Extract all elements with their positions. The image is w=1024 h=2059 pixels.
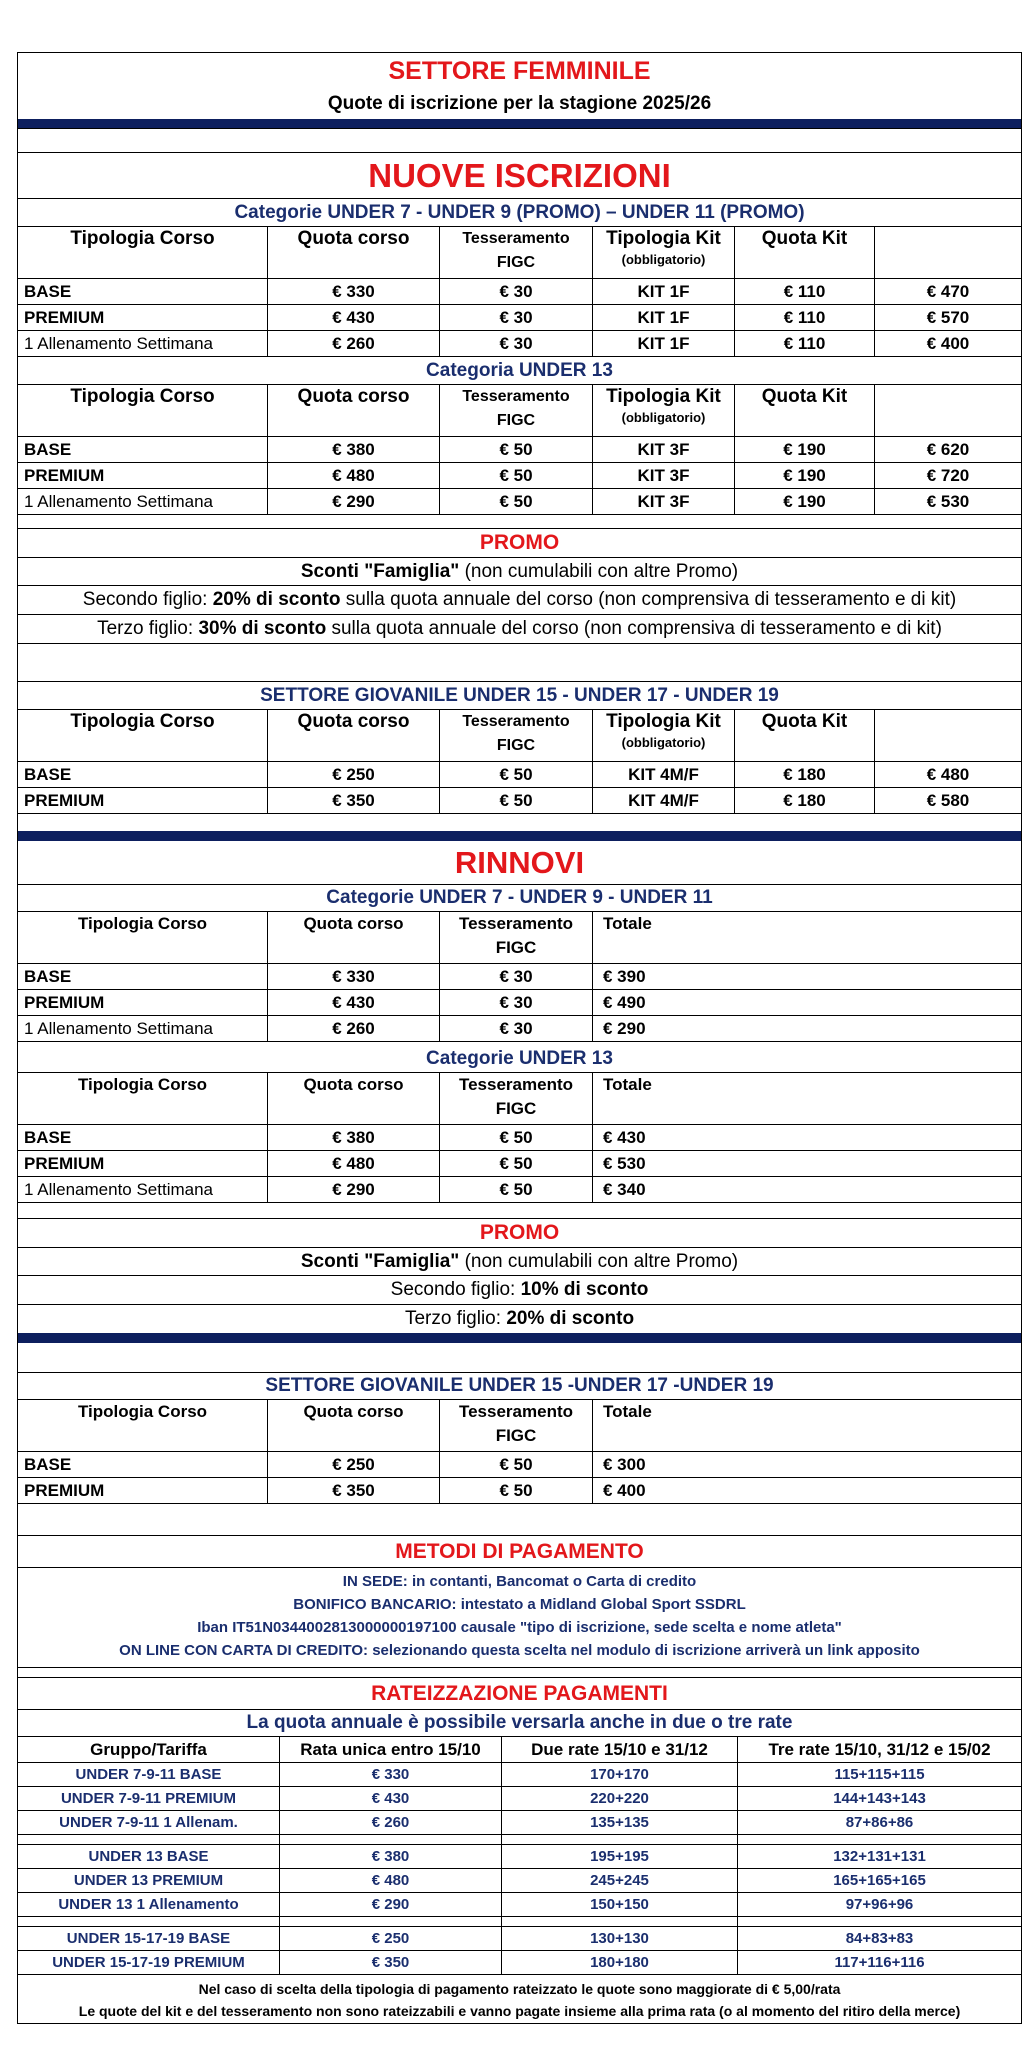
installments-col-header: Rata unica entro 15/10 xyxy=(280,1737,502,1762)
table-cell xyxy=(18,331,268,356)
spacer-cell xyxy=(280,1835,502,1844)
header-label: (obbligatorio) xyxy=(621,252,706,267)
table-cell: € 190 xyxy=(735,489,875,514)
col-course-type xyxy=(18,385,268,436)
installments-note-surcharge: Nel caso di scelta della tipologia di pagamento rateizzato le quote sono maggiorate di € 5,00/rata xyxy=(198,1981,841,1997)
table-cell: € 50 xyxy=(440,437,593,462)
col-course-type xyxy=(18,1400,268,1451)
table-cell: € 340 xyxy=(603,1179,646,1199)
spacer-cell xyxy=(18,1917,280,1926)
spacer-row xyxy=(18,644,1021,682)
header-label: Tipologia Corso xyxy=(77,914,208,933)
table-cell: € 30 xyxy=(440,990,593,1015)
table-cell: € 110 xyxy=(735,331,875,356)
table-cell: € 50 xyxy=(440,463,593,488)
header-label: (obbligatorio) xyxy=(621,735,706,750)
installments-cell: 115+115+115 xyxy=(834,1766,925,1783)
table-row xyxy=(18,1151,1021,1177)
installments-row xyxy=(18,1845,1021,1869)
header-label: FIGC xyxy=(495,1099,537,1118)
col-kit-type xyxy=(593,227,735,278)
table-row xyxy=(18,990,1021,1016)
payment-methods-box xyxy=(18,1568,1021,1668)
table-cell: PREMIUM xyxy=(18,990,268,1015)
installments-cell: 195+195 xyxy=(502,1845,738,1868)
header-label: Totale xyxy=(603,1402,652,1421)
table-header-row xyxy=(18,385,1021,437)
installments-header-row xyxy=(18,1737,1021,1763)
header-label: Quota corso xyxy=(297,386,410,407)
payment-line-in-sede: IN SEDE: in contanti, Bancomat o Carta di credito xyxy=(342,1573,697,1590)
col-total xyxy=(593,1400,1021,1451)
col-total xyxy=(875,710,1021,761)
payment-line-bonifico: BONIFICO BANCARIO: intestato a Midland Global Sport SSDRL xyxy=(293,1596,746,1613)
table-cell: € 110 xyxy=(735,279,875,304)
sector-title: SETTORE FEMMINILE xyxy=(388,56,651,85)
table-row xyxy=(18,762,1021,788)
table-row xyxy=(18,964,1021,990)
col-kit-type xyxy=(593,710,735,761)
col-course-fee xyxy=(268,227,440,278)
table-cell: BASE xyxy=(18,279,268,304)
header-label: Tesseramento xyxy=(462,388,570,405)
header-label: Totale xyxy=(603,914,652,933)
col-course-fee xyxy=(268,1073,440,1124)
spacer-cell xyxy=(502,1917,738,1926)
table-cell: € 250 xyxy=(268,762,440,787)
installments-cell: 150+150 xyxy=(502,1893,738,1916)
table-cell: KIT 3F xyxy=(593,437,735,462)
installments-cell: 130+130 xyxy=(502,1927,738,1950)
table-cell: € 110 xyxy=(735,305,875,330)
installments-cell: UNDER 13 1 Allenamento xyxy=(18,1893,280,1916)
table-cell: € 530 xyxy=(926,491,970,511)
promo-discount: 20% di sconto xyxy=(506,1308,635,1329)
installments-cell: 117+116+116 xyxy=(834,1954,925,1971)
table-cell: KIT 1F xyxy=(593,279,735,304)
renew-promo-family-line xyxy=(18,1248,1021,1276)
table-cell: PREMIUM xyxy=(18,1151,268,1176)
table-cell: € 50 xyxy=(440,1125,593,1150)
installments-cell: 132+131+131 xyxy=(833,1848,926,1865)
table-cell: € 350 xyxy=(268,788,440,813)
table-cell: € 720 xyxy=(926,465,970,485)
spacer-cell xyxy=(502,1835,738,1844)
table-cell: € 350 xyxy=(268,1478,440,1503)
promo-discount: 20% di sconto xyxy=(212,589,341,610)
spacer-cell xyxy=(280,1917,502,1926)
col-course-fee xyxy=(268,385,440,436)
installments-cell: 220+220 xyxy=(502,1787,738,1810)
installments-title: RATEIZZAZIONE PAGAMENTI xyxy=(18,1678,1021,1710)
header-label: Quota corso xyxy=(303,1075,404,1094)
installments-cell: UNDER 7-9-11 BASE xyxy=(18,1763,280,1786)
header-label: Tipologia Kit xyxy=(606,228,721,249)
renew-u7-title: Categorie UNDER 7 - UNDER 9 - UNDER 11 xyxy=(18,885,1021,912)
header-label: FIGC xyxy=(496,737,536,754)
table-cell: € 50 xyxy=(440,1452,593,1477)
row-label-number: 1 Allenamento Settimana xyxy=(24,491,214,511)
renew-youth-title: SETTORE GIOVANILE UNDER 15 -UNDER 17 -UNDER 19 xyxy=(18,1373,1021,1400)
header-label: FIGC xyxy=(496,412,536,429)
table-cell: KIT 3F xyxy=(593,463,735,488)
payment-line-iban: Iban IT51N0344002813000000197100 causale "tipo di iscrizione, sede scelta e nome atleta" xyxy=(197,1619,842,1636)
divider-bar xyxy=(18,1333,1021,1343)
new-registrations-title: NUOVE ISCRIZIONI xyxy=(18,153,1021,199)
table-cell: € 380 xyxy=(268,1125,440,1150)
promo-family-line xyxy=(18,558,1021,586)
header-label: FIGC xyxy=(496,254,536,271)
table-row xyxy=(18,1016,1021,1042)
table-cell: € 480 xyxy=(926,764,970,784)
installments-cell: 144+143+143 xyxy=(833,1790,926,1807)
installments-cell: UNDER 13 BASE xyxy=(18,1845,280,1868)
table-cell: € 180 xyxy=(735,788,875,813)
header-label: Quota corso xyxy=(297,711,410,732)
table-row xyxy=(18,1478,1021,1504)
table-cell: BASE xyxy=(18,762,268,787)
col-kit-fee xyxy=(735,385,875,436)
table-cell: € 190 xyxy=(735,437,875,462)
header-label: Tipologia Corso xyxy=(70,386,215,407)
table-cell: BASE xyxy=(18,964,268,989)
installments-cell: 135+135 xyxy=(502,1811,738,1834)
promo-text: Terzo figlio: xyxy=(97,618,199,639)
installments-cell: UNDER 7-9-11 1 Allenam. xyxy=(18,1811,280,1834)
renew-promo-second xyxy=(18,1276,1021,1305)
table-cell: KIT 1F xyxy=(593,305,735,330)
installments-cell: € 430 xyxy=(280,1787,502,1810)
col-kit-fee xyxy=(735,710,875,761)
header-label: Tipologia Corso xyxy=(70,711,215,732)
payment-methods-title: METODI DI PAGAMENTO xyxy=(18,1536,1021,1568)
header-label: Tipologia Corso xyxy=(77,1075,208,1094)
col-total xyxy=(875,385,1021,436)
promo-family-note: (non cumulabili con altre Promo) xyxy=(459,560,739,582)
table-cell: € 470 xyxy=(926,281,970,301)
installments-cell: € 350 xyxy=(280,1951,502,1974)
promo-family-note: (non cumulabili con altre Promo) xyxy=(459,1250,739,1272)
table-cell: € 330 xyxy=(268,964,440,989)
promo-text: Terzo figlio: xyxy=(404,1308,507,1329)
installments-cell: 170+170 xyxy=(502,1763,738,1786)
table-cell: € 30 xyxy=(440,1016,593,1041)
table-row xyxy=(18,1452,1021,1478)
table-cell: € 290 xyxy=(603,1018,646,1038)
table-cell: BASE xyxy=(18,437,268,462)
table-cell: € 580 xyxy=(926,790,970,810)
table-cell xyxy=(18,1177,268,1202)
table-header-row xyxy=(18,227,1021,279)
installments-subtitle: La quota annuale è possibile versarla anche in due o tre rate xyxy=(18,1710,1021,1737)
table-cell: € 570 xyxy=(926,307,970,327)
divider-bar xyxy=(18,831,1021,841)
table-row xyxy=(18,1125,1021,1151)
fee-sheet xyxy=(17,52,1022,2024)
header-label: Quota Kit xyxy=(761,386,848,407)
table-cell: PREMIUM xyxy=(18,463,268,488)
table-cell: BASE xyxy=(18,1125,268,1150)
table-cell xyxy=(18,1016,268,1041)
u13-category-title: Categoria UNDER 13 xyxy=(18,358,1021,385)
installments-cell: UNDER 15-17-19 PREMIUM xyxy=(18,1951,280,1974)
promo-text: Secondo figlio: xyxy=(390,1279,521,1300)
installments-note-kit: Le quote del kit e del tesseramento non sono rateizzabili e vanno pagate insieme alla prima rata (o al momento del ritiro della merce) xyxy=(78,2003,961,2019)
table-cell: € 430 xyxy=(603,1127,646,1147)
spacer-row xyxy=(18,1206,1021,1219)
table-header-row xyxy=(18,710,1021,762)
installments-cell: € 330 xyxy=(280,1763,502,1786)
header-label: Quota Kit xyxy=(761,711,848,732)
installments-group-spacer xyxy=(18,1917,1021,1927)
installments-cell: 165+165+165 xyxy=(833,1872,926,1889)
promo-third-child xyxy=(18,615,1021,644)
col-course-type xyxy=(18,912,268,963)
header-label: Tesseramento xyxy=(462,713,570,730)
col-course-fee xyxy=(268,912,440,963)
divider-bar xyxy=(18,119,1021,128)
col-total xyxy=(593,1073,1021,1124)
spacer-cell xyxy=(18,1835,280,1844)
col-course-type xyxy=(18,710,268,761)
installments-cell: € 480 xyxy=(280,1869,502,1892)
table-cell: PREMIUM xyxy=(18,788,268,813)
col-course-fee xyxy=(268,710,440,761)
table-cell: € 430 xyxy=(268,305,440,330)
installments-row xyxy=(18,1927,1021,1951)
table-cell: BASE xyxy=(18,1452,268,1477)
header-label: Tesseramento xyxy=(458,1075,573,1094)
installments-cell: UNDER 13 PREMIUM xyxy=(18,1869,280,1892)
table-cell: € 50 xyxy=(440,489,593,514)
installments-cell: 87+86+86 xyxy=(845,1814,914,1831)
installments-row xyxy=(18,1951,1021,1975)
header-label: Quota Kit xyxy=(761,228,848,249)
table-cell: € 30 xyxy=(440,279,593,304)
promo-title: PROMO xyxy=(18,529,1021,558)
installments-row xyxy=(18,1763,1021,1787)
spacer-row xyxy=(18,128,1021,153)
table-row xyxy=(18,463,1021,489)
table-cell: KIT 4M/F xyxy=(593,788,735,813)
installments-col-header: Tre rate 15/10, 31/12 e 15/02 xyxy=(768,1739,991,1759)
spacer-row xyxy=(18,1343,1021,1373)
table-row xyxy=(18,788,1021,814)
col-membership xyxy=(440,710,593,761)
table-row xyxy=(18,437,1021,463)
renew-promo-third xyxy=(18,1305,1021,1333)
row-label-number: 1 Allenamento Settimana xyxy=(24,1018,214,1038)
header-label: Quota corso xyxy=(303,914,404,933)
header-label: Quota corso xyxy=(303,1402,404,1421)
table-cell: PREMIUM xyxy=(18,1478,268,1503)
renew-u13-title: Categorie UNDER 13 xyxy=(18,1046,1021,1073)
installments-col-header: Gruppo/Tariffa xyxy=(18,1737,280,1762)
table-cell: KIT 4M/F xyxy=(593,762,735,787)
table-cell: € 290 xyxy=(268,1177,440,1202)
table-row xyxy=(18,279,1021,305)
promo-family-label: Sconti "Famiglia" xyxy=(300,1250,460,1272)
col-total xyxy=(875,227,1021,278)
table-cell: € 390 xyxy=(603,966,646,986)
col-course-fee xyxy=(268,1400,440,1451)
header-label: Tipologia Kit xyxy=(606,386,721,407)
installments-row xyxy=(18,1869,1021,1893)
table-cell: € 260 xyxy=(268,1016,440,1041)
col-course-type xyxy=(18,1073,268,1124)
header-label: (obbligatorio) xyxy=(621,410,706,425)
table-cell: KIT 3F xyxy=(593,489,735,514)
table-cell: € 300 xyxy=(603,1454,646,1474)
table-cell: € 620 xyxy=(926,439,970,459)
installments-col-header: Due rate 15/10 e 31/12 xyxy=(502,1737,738,1762)
header-label: Quota corso xyxy=(297,228,410,249)
promo-family-label: Sconti "Famiglia" xyxy=(300,560,460,582)
table-cell: € 400 xyxy=(603,1480,646,1500)
installments-row xyxy=(18,1787,1021,1811)
table-cell: € 190 xyxy=(735,463,875,488)
table-cell: € 380 xyxy=(268,437,440,462)
installments-cell: 245+245 xyxy=(502,1869,738,1892)
table-cell: € 30 xyxy=(440,964,593,989)
table-cell: € 480 xyxy=(268,1151,440,1176)
installments-cell: UNDER 15-17-19 BASE xyxy=(18,1927,280,1950)
table-row xyxy=(18,305,1021,331)
spacer-cell xyxy=(738,1917,1021,1926)
promo-discount: 10% di sconto xyxy=(520,1279,649,1300)
spacer-row xyxy=(18,519,1021,529)
table-cell: € 480 xyxy=(268,463,440,488)
table-row xyxy=(18,331,1021,357)
youth-sector-title: SETTORE GIOVANILE UNDER 15 - UNDER 17 - UNDER 19 xyxy=(18,682,1021,710)
header-label: FIGC xyxy=(495,938,537,957)
spacer-row xyxy=(18,1668,1021,1678)
installments-cell: 84+83+83 xyxy=(845,1930,914,1947)
table-header-row xyxy=(18,1073,1021,1125)
header-label: Totale xyxy=(603,1075,652,1094)
table-header-row xyxy=(18,1400,1021,1452)
table-header-row xyxy=(18,912,1021,964)
promo-text: sulla quota annuale del corso (non comprensiva di tesseramento e di kit) xyxy=(326,618,942,639)
col-membership xyxy=(440,1400,593,1451)
table-cell: € 530 xyxy=(603,1153,646,1173)
table-cell: € 430 xyxy=(268,990,440,1015)
installments-cell: € 290 xyxy=(280,1893,502,1916)
payment-line-online: ON LINE CON CARTA DI CREDITO: selezionando questa scelta nel modulo di iscrizione arriverà un link apposito xyxy=(119,1642,920,1659)
installments-cell: 180+180 xyxy=(502,1951,738,1974)
table-cell: € 50 xyxy=(440,788,593,813)
renew-promo-title: PROMO xyxy=(18,1219,1021,1248)
header-label: Tesseramento xyxy=(462,230,570,247)
col-kit-fee xyxy=(735,227,875,278)
row-label-number: 1 Allenamento Settimana xyxy=(24,333,214,353)
table-cell: € 400 xyxy=(926,333,970,353)
spacer-row xyxy=(18,1507,1021,1536)
installments-cell: € 260 xyxy=(280,1811,502,1834)
col-membership xyxy=(440,385,593,436)
installments-row xyxy=(18,1893,1021,1917)
installments-cell: UNDER 7-9-11 PREMIUM xyxy=(18,1787,280,1810)
promo-second-child xyxy=(18,586,1021,615)
col-total xyxy=(593,912,1021,963)
installments-cell: € 380 xyxy=(280,1845,502,1868)
table-cell: € 260 xyxy=(268,331,440,356)
table-cell xyxy=(18,489,268,514)
col-course-type xyxy=(18,227,268,278)
table-cell: € 30 xyxy=(440,331,593,356)
table-cell: KIT 1F xyxy=(593,331,735,356)
table-cell: € 330 xyxy=(268,279,440,304)
header-label: Tipologia Kit xyxy=(606,711,721,732)
season-subtitle: Quote di iscrizione per la stagione 2025/26 xyxy=(327,93,712,114)
header-label: Tipologia Corso xyxy=(70,228,215,249)
col-kit-type xyxy=(593,385,735,436)
header-label: Tesseramento xyxy=(458,914,573,933)
header-label: Tipologia Corso xyxy=(77,1402,208,1421)
promo-text: sulla quota annuale del corso (non comprensiva di tesseramento e di kit) xyxy=(340,589,957,610)
table-row xyxy=(18,489,1021,515)
header-label: Tesseramento xyxy=(458,1402,573,1421)
installments-cell: € 250 xyxy=(280,1927,502,1950)
col-membership xyxy=(440,912,593,963)
table-cell: € 250 xyxy=(268,1452,440,1477)
installments-row xyxy=(18,1811,1021,1835)
spacer-cell xyxy=(738,1835,1021,1844)
table-cell: € 30 xyxy=(440,305,593,330)
promo-discount: 30% di sconto xyxy=(198,618,327,639)
table-cell: € 50 xyxy=(440,762,593,787)
renewals-title: RINNOVI xyxy=(18,841,1021,885)
table-cell: € 50 xyxy=(440,1478,593,1503)
table-cell: € 50 xyxy=(440,1151,593,1176)
table-cell: € 180 xyxy=(735,762,875,787)
promo-text: Secondo figlio: xyxy=(82,589,213,610)
table-cell: € 490 xyxy=(603,992,646,1012)
table-cell: PREMIUM xyxy=(18,305,268,330)
header-label: FIGC xyxy=(495,1426,537,1445)
u7-category-title: Categorie UNDER 7 - UNDER 9 (PROMO) – UNDER 11 (PROMO) xyxy=(18,199,1021,227)
col-membership xyxy=(440,227,593,278)
col-membership xyxy=(440,1073,593,1124)
installments-group-spacer xyxy=(18,1835,1021,1845)
installments-cell: 97+96+96 xyxy=(845,1896,914,1913)
table-cell: € 50 xyxy=(440,1177,593,1202)
table-row xyxy=(18,1177,1021,1203)
table-cell: € 290 xyxy=(268,489,440,514)
row-label-number: 1 Allenamento Settimana xyxy=(24,1179,214,1199)
